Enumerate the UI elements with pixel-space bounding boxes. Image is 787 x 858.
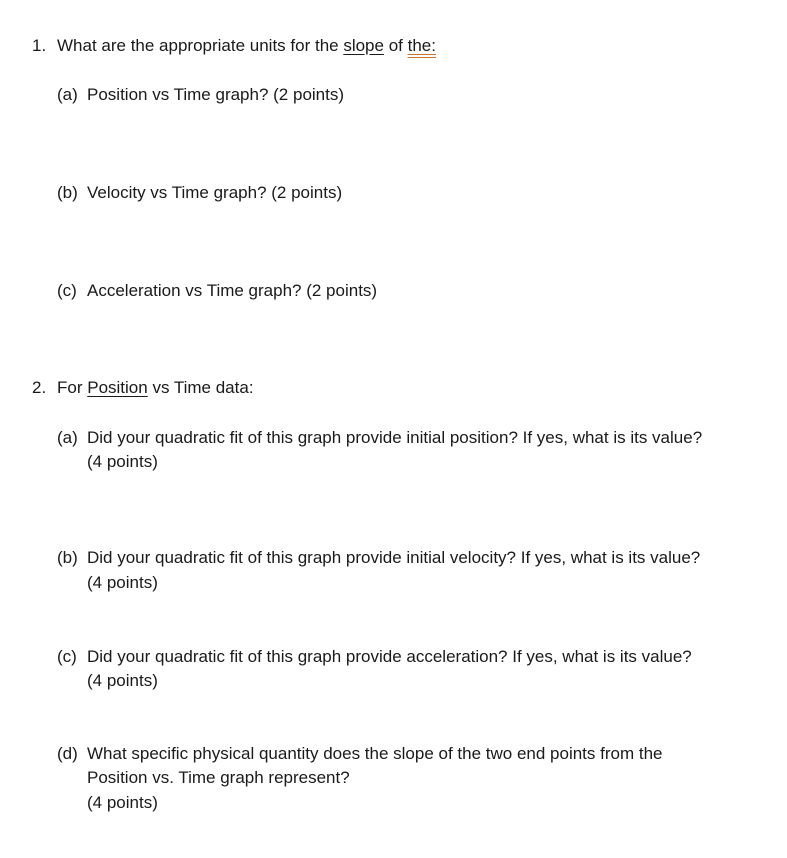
q2-part-d-label: (d) [57,744,78,763]
question-1-text [57,34,436,58]
question-1-number: 1. [32,36,47,55]
q2-part-a-label: (a) [57,428,78,447]
q2-part-a-line1: Did your quadratic fit of this graph provide initial position? If yes, what is its value? [87,428,703,447]
q2-part-b-label: (b) [57,548,78,567]
q1-part-b-text: Velocity vs Time graph? (2 points) [87,183,343,202]
q1-part-c-text: Acceleration vs Time graph? (2 points) [87,281,378,300]
q2-part-a-line2: (4 points) [87,452,158,471]
q2-part-d-line2: Position vs. Time graph represent? [87,768,350,787]
q2-part-c-line2: (4 points) [87,671,158,690]
q2-part-b-line1: Did your quadratic fit of this graph provide initial velocity? If yes, what is its value? [87,548,701,567]
q1-part-a-label: (a) [57,85,78,104]
q1-part-c-label: (c) [57,281,77,300]
q2-part-d-line1: What specific physical quantity does the slope of the two end points from the [87,744,663,763]
question-2-suffix: vs Time data: [147,378,254,397]
position-word: Position [87,378,148,397]
q2-part-d-line3: (4 points) [87,793,158,812]
the-word: the: [407,36,436,55]
question-2-prefix: For [57,378,88,397]
q1-part-b-label: (b) [57,183,78,202]
slope-word: slope [343,36,384,55]
q2-part-b-line2: (4 points) [87,573,158,592]
question-2-text [57,376,254,400]
question-1-mid: of [383,36,408,55]
question-2-number: 2. [32,378,47,397]
q2-part-c-label: (c) [57,647,77,666]
question-1-prefix: What are the appropriate units for the [57,36,344,55]
q2-part-c-line1: Did your quadratic fit of this graph provide acceleration? If yes, what is its value? [87,647,692,666]
q1-part-a-text: Position vs Time graph? (2 points) [87,85,345,104]
